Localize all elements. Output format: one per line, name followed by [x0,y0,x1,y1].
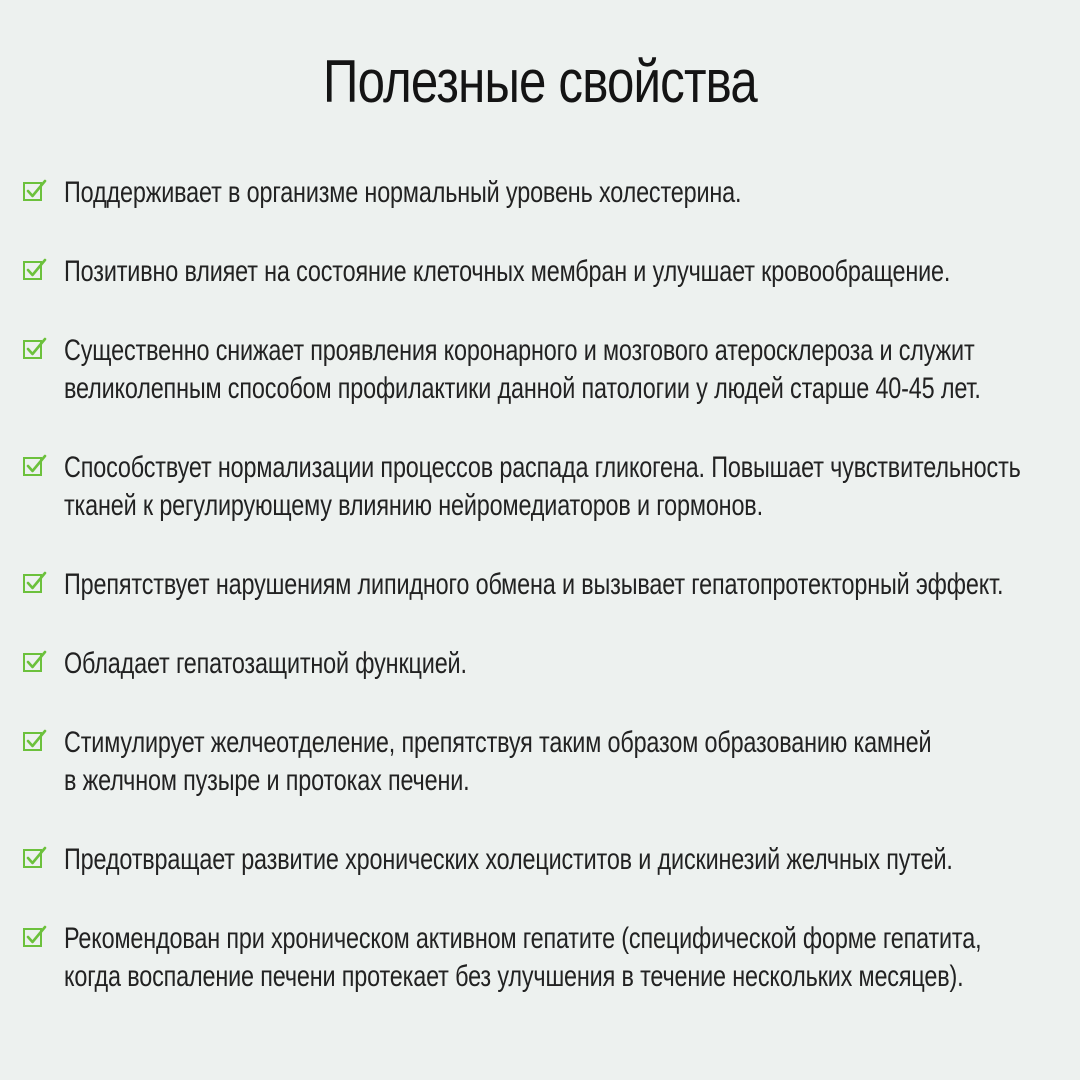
checkbox-check-icon [22,570,48,596]
list-item-text [64,645,1064,683]
list-item [22,253,1062,291]
list-item-line: Предотвращает развитие хронических холециститов и дискинезий желчных путей. [64,843,953,876]
list-item [22,645,1062,683]
list-item [22,332,1062,408]
list-item-text [64,724,1064,800]
list-item-line: в желчном пузыре и протоках печени. [64,764,470,797]
list-item [22,449,1062,525]
list-item-line: Поддерживает в организме нормальный уровень холестерина. [64,176,742,209]
list-item-line: Существенно снижает проявления коронарного и мозгового атеросклероза и служит [64,334,975,367]
list-item-text [64,920,1064,996]
list-item-line: когда воспаление печени протекает без улучшения в течение нескольких месяцев). [64,960,964,993]
checkbox-check-icon [22,649,48,675]
checkbox-check-icon [22,453,48,479]
list-item-text [64,253,1064,291]
list-item [22,566,1062,604]
checkbox-check-icon [22,336,48,362]
list-item-line: Препятствует нарушениям липидного обмена и вызывает гепатопротекторный эффект. [64,568,1004,601]
list-item-line: Обладает гепатозащитной функцией. [64,647,467,680]
list-item [22,841,1062,879]
list-item-line: великолепным способом профилактики данной патологии у людей старше 40-45 лет. [64,372,981,405]
checkbox-check-icon [22,257,48,283]
list-item-text [64,841,1064,879]
list-item [22,174,1062,212]
list-item-text [64,449,1064,525]
list-item-text [64,332,1064,408]
checkbox-check-icon [22,178,48,204]
list-item-line: тканей к регулирующему влиянию нейромедиаторов и гормонов. [64,489,763,522]
list-item-line: Позитивно влияет на состояние клеточных мембран и улучшает кровообращение. [64,255,951,288]
list-item-text [64,566,1064,604]
checkbox-check-icon [22,728,48,754]
benefits-list [22,174,1062,1037]
list-item-text [64,174,1064,212]
page-title: Полезные свойства [323,48,757,115]
list-item [22,920,1062,996]
checkbox-check-icon [22,924,48,950]
checkbox-check-icon [22,845,48,871]
list-item-line: Способствует нормализации процессов распада гликогена. Повышает чувствительность [64,451,1021,484]
list-item [22,724,1062,800]
list-item-line: Стимулирует желчеотделение, препятствуя таким образом образованию камней [64,726,932,759]
list-item-line: Рекомендован при хроническом активном гепатите (специфической форме гепатита, [64,922,982,955]
